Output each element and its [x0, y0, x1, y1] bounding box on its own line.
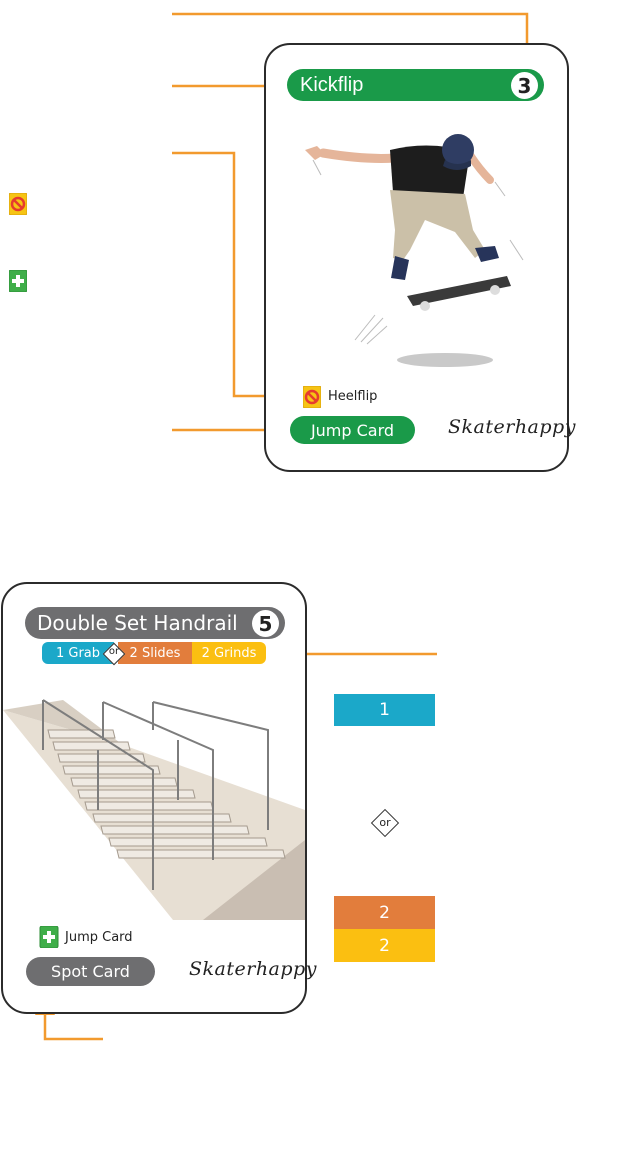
orange-swatch: 2 — [334, 896, 435, 929]
plus-icon — [9, 270, 27, 292]
plus-icon — [39, 926, 59, 948]
card-type-label: Spot Card — [51, 962, 130, 981]
requirement-grinds: 2 Grinds — [192, 642, 266, 664]
card-type-pill — [26, 957, 155, 986]
requirement-slides: 2 Slides — [118, 642, 192, 664]
bonus-label: Jump Card — [65, 930, 133, 945]
or-label-large: or — [379, 816, 391, 829]
brand-logo: Skaterhappy — [189, 958, 317, 980]
card-title: Double Set Handrail — [37, 611, 238, 635]
brand-logo: Skaterhappy — [448, 416, 576, 438]
card-type-label: Jump Card — [310, 420, 395, 440]
card-title-pill — [287, 69, 544, 101]
card-title-pill — [25, 607, 285, 639]
handrail-stairs-illustration — [3, 690, 305, 920]
no-icon — [303, 386, 321, 408]
points-badge: 3 — [511, 72, 538, 99]
no-icon — [9, 193, 27, 215]
yellow-swatch: 2 — [334, 929, 435, 962]
points-badge: 5 — [252, 610, 279, 637]
skater-illustration — [295, 120, 535, 380]
or-label: or — [108, 646, 120, 657]
card-title: Kickflip — [300, 73, 364, 96]
card-type-pill — [290, 416, 415, 444]
cyan-swatch: 1 — [334, 694, 435, 726]
restriction-label: Heelflip — [328, 389, 378, 404]
requirement-grab: 1 Grab — [42, 642, 114, 664]
